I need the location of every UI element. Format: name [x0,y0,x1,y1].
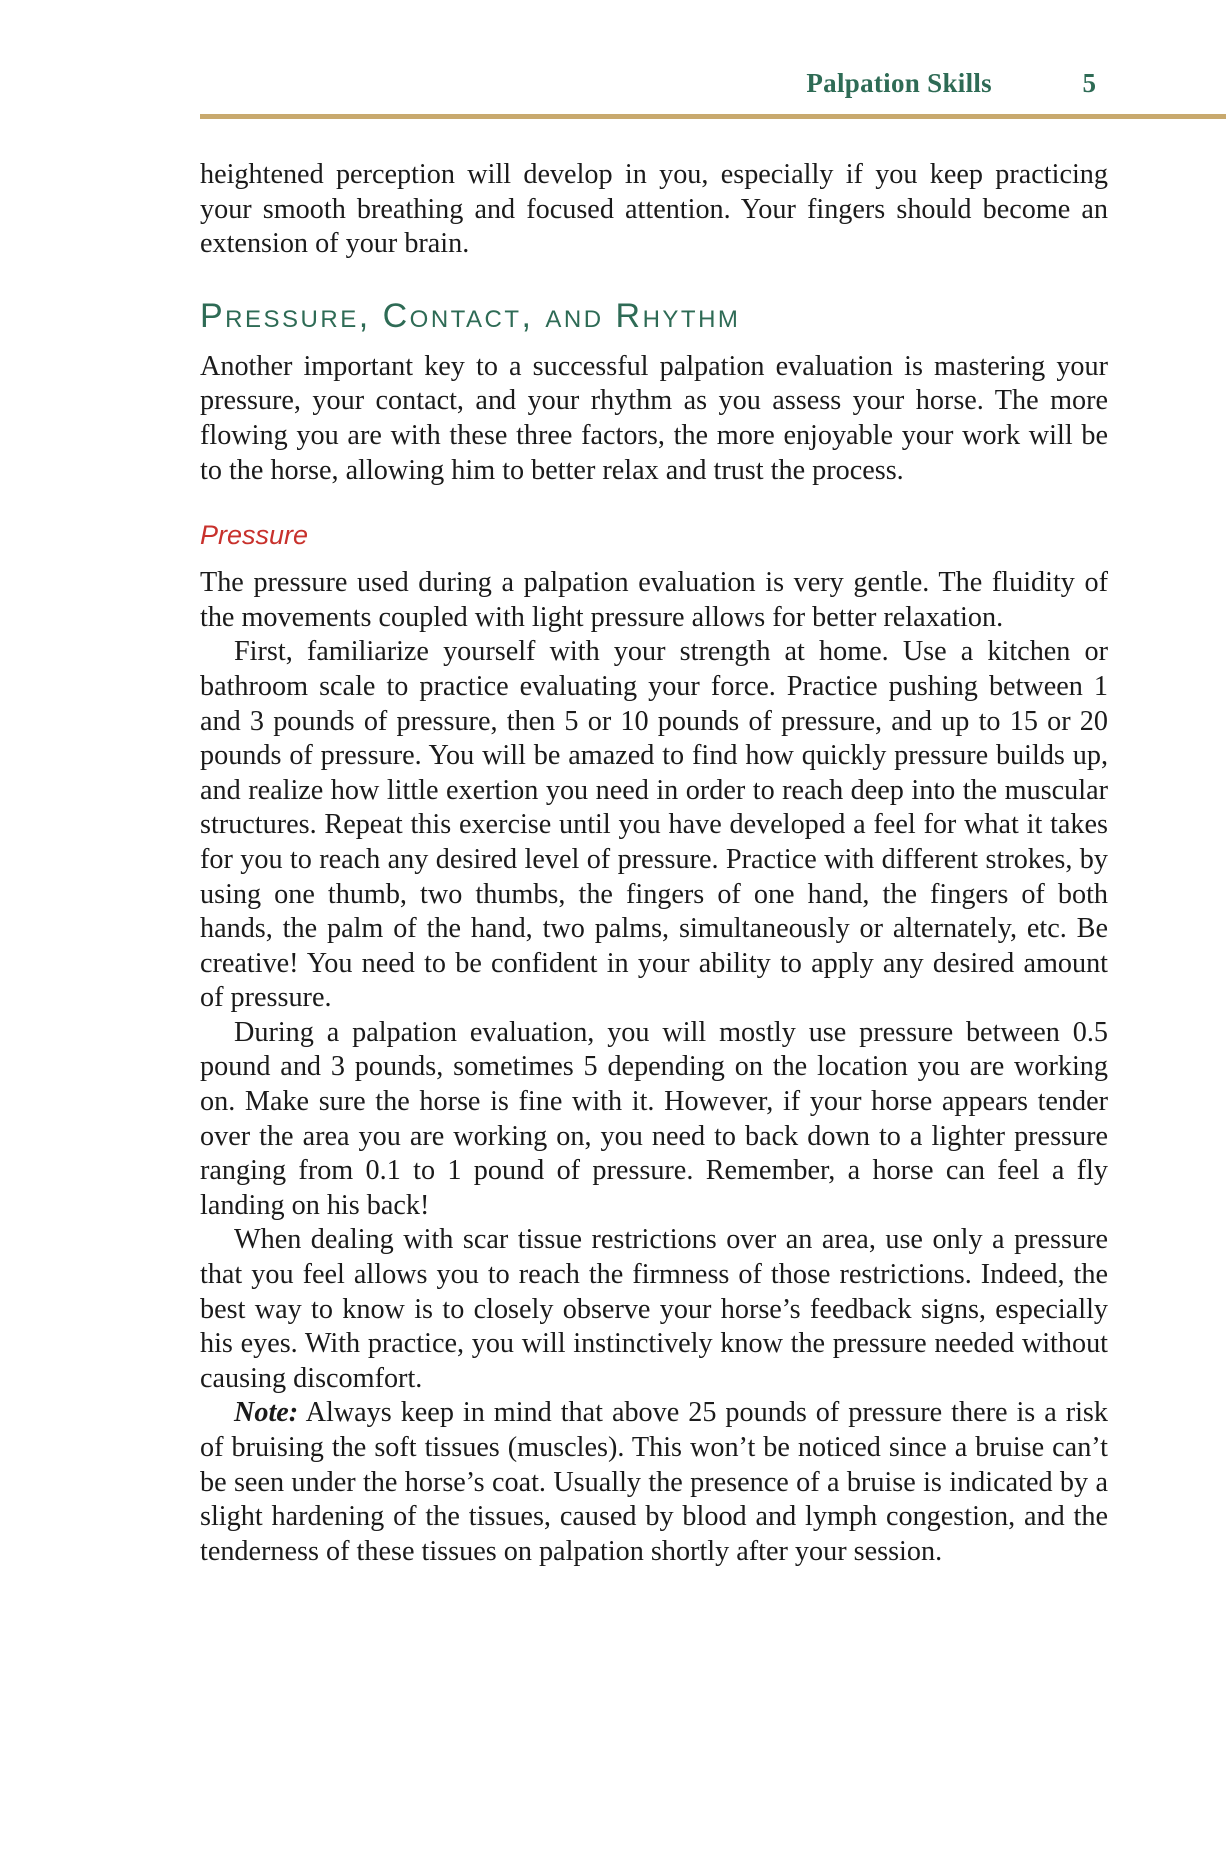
running-header [200,68,1100,108]
section-paragraph: Another important key to a successful palpation evaluation is mastering your pressure, your contact, and your rhythm as you assess your horse. The more flowing you are with these three factors, the more enjoyable your work will be to the horse, allowing him to better relax and trust the process. [200,350,1108,486]
section-heading: Pressure, Contact, and Rhythm [200,296,741,335]
note-text: Always keep in mind that above 25 pounds of pressure there is a risk of bruising the soft tissues (muscles). This won’t be noticed since a bruise can’t be seen under the horse’s coat. Usually the presence of a bruise is indicated by a slight hardening of the tissues, caused by blood and lymph congestion, and the tenderness of these tissues on palpation shortly after your session. [200,1397,1108,1567]
page-number: 5 [1082,68,1096,98]
header-rule [200,114,1226,119]
paragraph: The pressure used during a palpation evaluation is very gentle. The fluidity of the movements coupled with light pressure allows for better relaxation. [200,567,1108,633]
intro-paragraph: heightened perception will develop in you, especially if you keep practicing your smooth breathing and focused attention. Your fingers should become an extension of your brain. [200,159,1108,260]
note-paragraph [200,1396,1108,1569]
paragraph: During a palpation evaluation, you will mostly use pressure between 0.5 pound and 3 pounds, sometimes 5 depending on the location you are working on. Make sure the horse is fine with it. However, if your horse appears tender over the area you are working on, you need to back down to a lighter pressure ranging from 0.1 to 1 pound of pressure. Remember, a horse can feel a fly landing on his back! [200,1016,1108,1221]
page-body [200,158,1108,1569]
note-label: Note: [234,1397,299,1429]
running-title: Palpation Skills [806,68,992,98]
paragraph: First, familiarize yourself with your strength at home. Use a kitchen or bathroom scale to practice evaluating your force. Practice pushing between 1 and 3 pounds of pressure, then 5 or 10 pounds of pressure, and up to 15 or 20 pounds of pressure. You will be amazed to find how quickly pressure builds up, and realize how little exertion you need in order to reach deep into the muscular structures. Repeat this exercise until you have developed a feel for what it takes for you to reach any desired level of pressure. Practice with different strokes, by using one thumb, two thumbs, the fingers of one hand, the fingers of both hands, the palm of the hand, two palms, simultaneously or alternately, etc. Be creative! You need to be confident in your ability to apply any desired amount of pressure. [200,636,1108,1014]
paragraph: When dealing with scar tissue restrictions over an area, use only a pressure that you feel allows you to reach the firmness of those restrictions. Indeed, the best way to know is to closely observe your horse’s feedback signs, especially his eyes. With practice, you will instinctively know the pressure needed without causing discomfort. [200,1224,1108,1394]
subsection-heading: Pressure [200,520,309,551]
